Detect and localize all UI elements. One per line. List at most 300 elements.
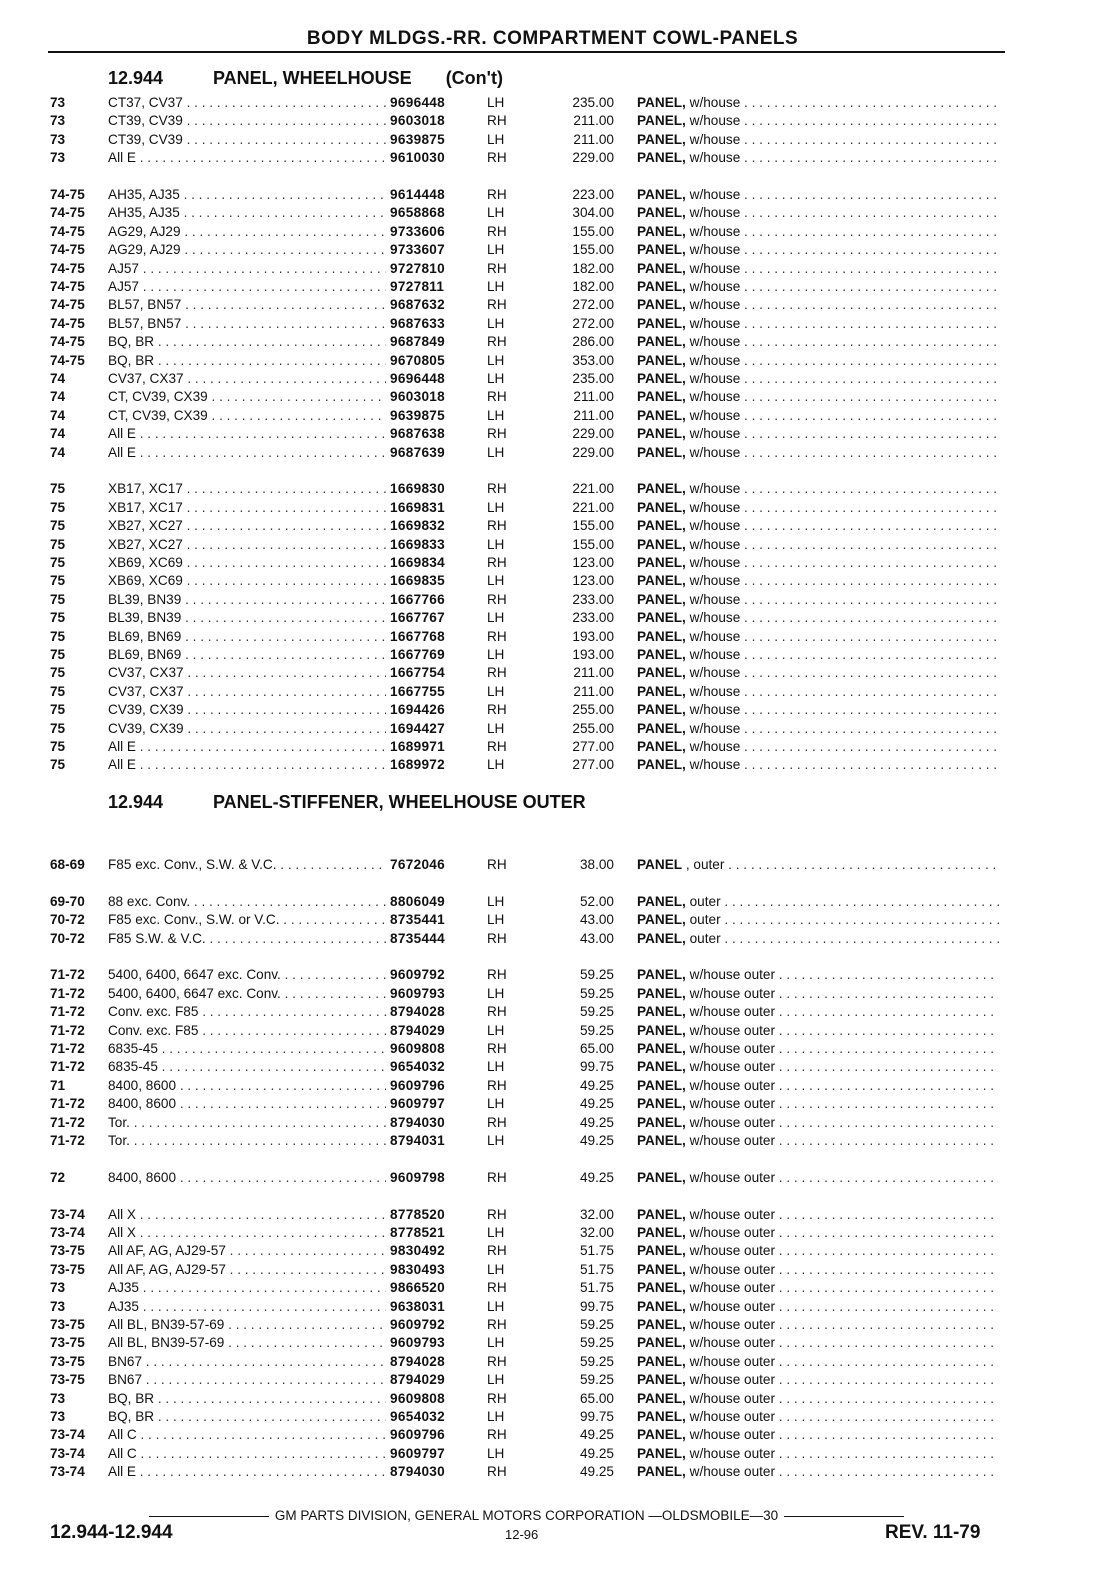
catalog-row: [0, 664, 1105, 682]
part-number: 9687632: [390, 297, 446, 313]
description-bold: PANEL,: [637, 1390, 686, 1406]
section-number: 12.944: [108, 792, 164, 812]
side: LH: [487, 647, 505, 662]
side: LH: [487, 242, 505, 258]
part-number: 9687633: [390, 315, 446, 331]
description-bold: PANEL,: [637, 1372, 686, 1388]
price: 353.00: [572, 352, 614, 368]
description-bold: PANEL,: [637, 610, 686, 626]
side: RH: [487, 1114, 507, 1130]
model-year: 74-75: [50, 297, 85, 313]
side: RH: [487, 1077, 507, 1093]
price: 49.25: [579, 1169, 614, 1185]
side: RH: [487, 628, 507, 644]
catalog-row: [0, 186, 1105, 204]
catalog-row: [0, 1224, 1105, 1242]
part-number: 9609792: [390, 967, 446, 983]
side: LH: [487, 985, 505, 1001]
model-applicability: BL69, BN69 . . .: [108, 646, 386, 664]
part-number: 9733606: [390, 223, 446, 239]
model-applicability: CV37, CX37 . . .: [108, 664, 386, 682]
part-number: 9687849: [390, 334, 446, 350]
section-name: PANEL, WHEELHOUSE: [213, 68, 412, 88]
part-number: 8778521: [390, 1225, 446, 1240]
part-number: 1667766: [390, 591, 446, 607]
description-bold: PANEL,: [637, 1427, 686, 1443]
model-year: 73: [50, 1280, 66, 1296]
model-applicability: AJ35 . . .: [108, 1279, 386, 1297]
part-description: [637, 1206, 999, 1224]
model-year: 73-75: [50, 1243, 85, 1259]
catalog-row: [0, 1077, 1105, 1095]
catalog-row: [0, 554, 1105, 572]
model-applicability: 5400, 6400, 6647 exc. Conv. . . .: [108, 966, 386, 984]
catalog-row: [0, 1022, 1105, 1040]
side: LH: [487, 371, 505, 386]
catalog-row: [0, 720, 1105, 738]
description-bold: PANEL,: [637, 1464, 686, 1480]
model-year: 74-75: [50, 205, 85, 221]
model-applicability: All E . . .: [108, 756, 386, 774]
side: LH: [487, 1335, 505, 1351]
part-number: 9727810: [390, 260, 446, 276]
catalog-row: [0, 609, 1105, 627]
catalog-row: [0, 112, 1105, 130]
part-description: [637, 591, 999, 609]
catalog-row: [0, 1298, 1105, 1316]
catalog-row: [0, 517, 1105, 535]
model-applicability: 8400, 8600 . . .: [108, 1169, 386, 1187]
description-bold: PANEL,: [637, 683, 686, 699]
model-year: 71-72: [50, 1133, 85, 1148]
price: 38.00: [579, 857, 614, 872]
model-year: 71-72: [50, 1114, 85, 1130]
part-description: [637, 966, 999, 984]
description-text: w/house outer: [689, 1280, 776, 1296]
model-applicability: All C . . .: [108, 1426, 386, 1444]
model-year: 75: [50, 720, 66, 736]
description-text: w/house outer: [689, 1059, 776, 1075]
catalog-row: [0, 1261, 1105, 1279]
price: 99.75: [579, 1059, 614, 1075]
model-year: 71-72: [50, 1022, 85, 1038]
description-text: w/house outer: [689, 1335, 776, 1351]
side: LH: [487, 315, 505, 331]
side: LH: [487, 1133, 505, 1148]
model-year: 75: [50, 757, 66, 773]
model-applicability: Tor. . . .: [108, 1132, 386, 1150]
model-applicability: BQ, BR . . .: [108, 1408, 386, 1426]
side: RH: [487, 1427, 507, 1443]
part-description: [637, 1242, 999, 1260]
side: RH: [487, 113, 507, 129]
part-description: [637, 1169, 999, 1187]
description-text: w/house: [689, 352, 741, 368]
model-applicability: F85 exc. Conv., S.W. or V.C. . . .: [108, 911, 386, 929]
side: LH: [487, 610, 505, 626]
description-text: w/house outer: [689, 1004, 776, 1020]
model-applicability: 8400, 8600 . . .: [108, 1095, 386, 1113]
model-year: 71-72: [50, 1059, 85, 1075]
part-description: [637, 241, 999, 259]
side: LH: [487, 407, 505, 423]
part-description: [637, 94, 999, 112]
model-applicability: 6835-45 . . .: [108, 1058, 386, 1076]
catalog-row: [0, 628, 1105, 646]
part-description: [637, 1390, 999, 1408]
side: RH: [487, 223, 507, 239]
price: 304.00: [572, 205, 614, 221]
description-bold: PANEL,: [637, 1225, 686, 1240]
description-bold: PANEL,: [637, 1317, 686, 1332]
catalog-row: [0, 296, 1105, 314]
part-number: 8794028: [390, 1004, 446, 1020]
description-bold: PANEL,: [637, 113, 686, 129]
description-text: w/house: [689, 555, 741, 570]
catalog-row: [0, 1353, 1105, 1371]
model-year: 74-75: [50, 242, 85, 258]
part-number: 9610030: [390, 150, 446, 166]
part-description: [637, 701, 999, 719]
description-text: w/house: [689, 279, 741, 294]
description-text: outer: [689, 930, 721, 946]
model-applicability: Conv. exc. F85 . . .: [108, 1003, 386, 1021]
catalog-row: [0, 911, 1105, 929]
price: 211.00: [573, 407, 614, 423]
part-description: [637, 1279, 999, 1297]
model-applicability: F85 exc. Conv., S.W. & V.C. . . .: [108, 856, 386, 874]
model-year: 71-72: [50, 1004, 85, 1020]
description-text: w/house: [689, 610, 741, 626]
price: 182.00: [572, 260, 614, 276]
catalog-row: [0, 1390, 1105, 1408]
catalog-row: [0, 572, 1105, 590]
model-applicability: CV37, CX37 . . .: [108, 370, 386, 388]
model-year: 74-75: [50, 223, 85, 239]
model-year: 74-75: [50, 260, 85, 276]
side: LH: [487, 1445, 505, 1461]
part-description: [637, 628, 999, 646]
price: 211.00: [573, 113, 614, 129]
catalog-row: [0, 683, 1105, 701]
model-year: 73-75: [50, 1353, 85, 1369]
part-description: [637, 407, 999, 425]
part-description: [637, 444, 999, 462]
model-applicability: All X . . .: [108, 1206, 386, 1224]
part-number: 1667768: [390, 628, 446, 644]
part-number: 9733607: [390, 242, 446, 258]
part-description: [637, 856, 999, 874]
catalog-row: [0, 260, 1105, 278]
description-bold: PANEL,: [637, 334, 686, 350]
part-description: [637, 352, 999, 370]
side: LH: [487, 444, 505, 460]
model-applicability: BN67 . . .: [108, 1371, 386, 1389]
description-text: w/house: [689, 334, 741, 350]
model-applicability: CV37, CX37 . . .: [108, 683, 386, 701]
description-bold: PANEL,: [637, 757, 686, 773]
model-year: 75: [50, 536, 66, 552]
catalog-row: [0, 94, 1105, 112]
side: RH: [487, 1004, 507, 1020]
model-year: 73-74: [50, 1427, 85, 1443]
description-text: w/house outer: [689, 1464, 776, 1480]
model-applicability: XB17, XC17 . . .: [108, 499, 386, 517]
part-number: 8794029: [390, 1022, 446, 1038]
model-applicability: AG29, AJ29 . . .: [108, 223, 386, 241]
part-number: 8806049: [390, 893, 446, 909]
description-text: w/house: [689, 647, 741, 662]
side: RH: [487, 426, 507, 442]
side: LH: [487, 573, 505, 589]
price: 51.75: [579, 1261, 614, 1277]
model-year: 73: [50, 95, 66, 110]
description-bold: PANEL,: [637, 315, 686, 331]
description-text: w/house: [689, 205, 741, 221]
part-description: [637, 1114, 999, 1132]
part-number: 9609796: [390, 1077, 446, 1093]
part-description: [637, 930, 999, 948]
side: RH: [487, 1169, 507, 1185]
description-bold: PANEL,: [637, 893, 686, 909]
footer-publisher: [48, 1508, 1005, 1523]
section-heading: [108, 68, 503, 89]
part-number: 1669833: [390, 536, 446, 552]
description-text: w/house outer: [689, 967, 776, 983]
catalog-row: [0, 1426, 1105, 1444]
side: LH: [487, 1372, 505, 1388]
model-year: 75: [50, 481, 66, 497]
price: 65.00: [579, 1390, 614, 1406]
side: LH: [487, 1022, 505, 1038]
part-description: [637, 536, 999, 554]
price: 51.75: [579, 1280, 614, 1296]
part-description: [637, 480, 999, 498]
model-applicability: AG29, AJ29 . . .: [108, 241, 386, 259]
description-bold: PANEL,: [637, 555, 686, 570]
price: 182.00: [572, 279, 614, 294]
part-description: [637, 1040, 999, 1058]
part-description: [637, 1132, 999, 1150]
description-bold: PANEL,: [637, 187, 686, 202]
model-applicability: AJ57 . . .: [108, 278, 386, 296]
part-description: [637, 1371, 999, 1389]
model-year: 73: [50, 1390, 66, 1406]
model-applicability: 5400, 6400, 6647 exc. Conv. . . .: [108, 985, 386, 1003]
description-bold: PANEL,: [637, 1243, 686, 1259]
catalog-row: [0, 407, 1105, 425]
model-applicability: All BL, BN39-57-69 . . .: [108, 1334, 386, 1352]
price: 221.00: [572, 499, 614, 515]
description-bold: PANEL,: [637, 1261, 686, 1277]
description-text: w/house outer: [689, 1427, 776, 1443]
model-applicability: CT39, CV39 . . .: [108, 112, 386, 130]
description-bold: PANEL,: [637, 1353, 686, 1369]
part-description: [637, 1261, 999, 1279]
description-bold: PANEL,: [637, 518, 686, 534]
description-text: w/house: [689, 187, 741, 202]
side: RH: [487, 1390, 507, 1406]
section-heading: [108, 792, 586, 813]
model-applicability: All E . . .: [108, 149, 386, 167]
catalog-row: [0, 388, 1105, 406]
description-text: w/house outer: [689, 1409, 776, 1424]
footer-publisher-text: GM PARTS DIVISION, GENERAL MOTORS CORPORATION —OLDSMOBILE—30: [274, 1508, 779, 1523]
price: 49.25: [579, 1427, 614, 1443]
description-text: w/house: [689, 223, 741, 239]
model-applicability: BL57, BN57 . . .: [108, 296, 386, 314]
part-description: [637, 683, 999, 701]
side: RH: [487, 260, 507, 276]
description-text: w/house: [689, 95, 741, 110]
description-bold: PANEL,: [637, 1022, 686, 1038]
price: 32.00: [579, 1206, 614, 1222]
model-year: 74: [50, 407, 66, 423]
model-applicability: XB27, XC27 . . .: [108, 517, 386, 535]
side: LH: [487, 131, 505, 147]
model-applicability: All E . . .: [108, 1463, 386, 1481]
price: 123.00: [572, 555, 614, 570]
model-applicability: XB17, XC17 . . .: [108, 480, 386, 498]
side: RH: [487, 1041, 507, 1056]
description-text: w/house outer: [689, 1096, 776, 1112]
price: 52.00: [579, 893, 614, 909]
side: RH: [487, 1243, 507, 1259]
side: RH: [487, 150, 507, 166]
model-year: 74: [50, 371, 66, 386]
price: 155.00: [572, 242, 614, 258]
catalog-row: [0, 480, 1105, 498]
description-bold: PANEL,: [637, 967, 686, 983]
part-number: 9830492: [390, 1243, 446, 1259]
side: RH: [487, 1206, 507, 1222]
part-number: 9866520: [390, 1280, 446, 1296]
model-year: 75: [50, 683, 66, 699]
catalog-row: [0, 646, 1105, 664]
model-applicability: AJ57 . . .: [108, 260, 386, 278]
catalog-row: [0, 756, 1105, 774]
side: LH: [487, 683, 505, 699]
catalog-row: [0, 425, 1105, 443]
description-text: w/house outer: [689, 1225, 776, 1240]
part-description: [637, 1463, 999, 1481]
description-bold: PANEL,: [637, 1133, 686, 1148]
model-year: 75: [50, 610, 66, 626]
part-number: 9670805: [390, 352, 446, 368]
catalog-row: [0, 1114, 1105, 1132]
description-bold: PANEL,: [637, 985, 686, 1001]
description-bold: PANEL,: [637, 297, 686, 313]
model-year: 73-74: [50, 1464, 85, 1480]
model-year: 73-75: [50, 1335, 85, 1351]
part-description: [637, 1353, 999, 1371]
part-number: 9603018: [390, 113, 446, 129]
part-description: [637, 149, 999, 167]
catalog-row: [0, 1316, 1105, 1334]
part-number: 8794031: [390, 1133, 446, 1148]
footer-page-number: 12-96: [505, 1527, 539, 1542]
part-number: 1667767: [390, 610, 446, 626]
description-bold: PANEL,: [637, 150, 686, 166]
description-text: w/house: [689, 499, 741, 515]
price: 223.00: [572, 187, 614, 202]
part-description: [637, 315, 999, 333]
part-description: [637, 720, 999, 738]
model-year: 74: [50, 444, 66, 460]
price: 229.00: [572, 444, 614, 460]
price: 49.25: [579, 1077, 614, 1093]
model-applicability: XB69, XC69 . . .: [108, 572, 386, 590]
part-number: 8794030: [390, 1114, 446, 1130]
price: 49.25: [579, 1096, 614, 1112]
part-number: 1694427: [390, 720, 446, 736]
catalog-row: [0, 1334, 1105, 1352]
price: 229.00: [572, 150, 614, 166]
price: 49.25: [579, 1114, 614, 1130]
catalog-row: [0, 1279, 1105, 1297]
part-description: [637, 204, 999, 222]
catalog-row: [0, 333, 1105, 351]
description-bold: PANEL,: [637, 573, 686, 589]
model-year: 69-70: [50, 893, 85, 909]
model-applicability: BQ, BR . . .: [108, 333, 386, 351]
description-text: w/house: [689, 683, 741, 699]
side: LH: [487, 1261, 505, 1277]
description-text: w/house: [689, 260, 741, 276]
part-number: 9638031: [390, 1298, 446, 1314]
catalog-row: [0, 930, 1105, 948]
part-description: [637, 609, 999, 627]
side: LH: [487, 757, 505, 773]
part-number: 9654032: [390, 1409, 446, 1424]
part-description: [637, 1095, 999, 1113]
model-applicability: CT37, CV37 . . .: [108, 94, 386, 112]
side: RH: [487, 739, 507, 754]
part-number: 9639875: [390, 407, 446, 423]
model-applicability: F85 S.W. & V.C. . . .: [108, 930, 386, 948]
price: 99.75: [579, 1298, 614, 1314]
description-text: w/house: [689, 371, 741, 386]
model-year: 73: [50, 150, 66, 166]
side: LH: [487, 1409, 505, 1424]
model-applicability: All E . . .: [108, 444, 386, 462]
description-text: w/house: [689, 702, 741, 718]
footer-group-range: 12.944-12.944: [50, 1522, 173, 1543]
section-name: PANEL-STIFFENER, WHEELHOUSE OUTER: [213, 792, 586, 812]
side: LH: [487, 536, 505, 552]
model-applicability: All E . . .: [108, 738, 386, 756]
part-number: 8735441: [390, 912, 446, 928]
price: 155.00: [572, 518, 614, 534]
model-applicability: Conv. exc. F85 . . .: [108, 1022, 386, 1040]
model-year: 73-74: [50, 1445, 85, 1461]
side: RH: [487, 930, 507, 946]
model-applicability: XB69, XC69 . . .: [108, 554, 386, 572]
catalog-row: [0, 131, 1105, 149]
price: 59.25: [579, 967, 614, 983]
part-number: 9609796: [390, 1427, 446, 1443]
model-year: 75: [50, 647, 66, 662]
side: LH: [487, 720, 505, 736]
model-year: 74-75: [50, 315, 85, 331]
part-number: 9727811: [390, 279, 445, 294]
price: 155.00: [572, 536, 614, 552]
catalog-row: [0, 591, 1105, 609]
side: RH: [487, 1280, 507, 1296]
part-description: [637, 131, 999, 149]
part-number: 8794030: [390, 1464, 446, 1480]
catalog-row: [0, 223, 1105, 241]
